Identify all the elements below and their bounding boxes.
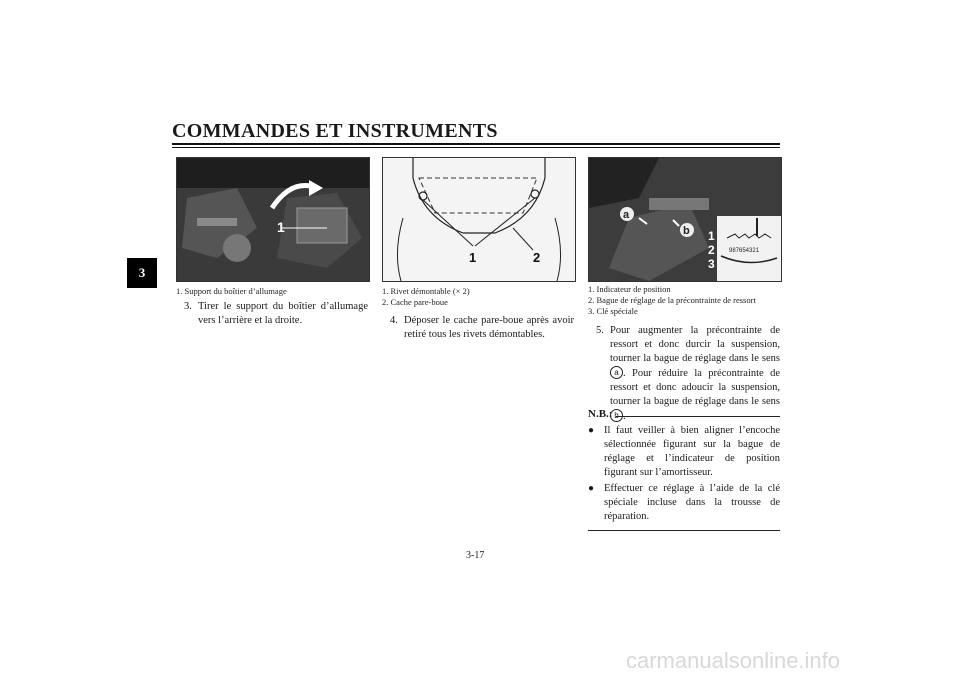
adjuster-scale: 987654321 xyxy=(729,248,760,254)
step-4-number: 4. xyxy=(390,315,398,326)
caption-position-indicator: 1. Indicateur de position xyxy=(588,284,671,294)
watermark: carmanualsonline.info xyxy=(626,648,841,673)
page-number: 3-17 xyxy=(466,550,485,561)
bullet-icon: ● xyxy=(588,425,595,436)
callout-1: 1 xyxy=(469,250,477,265)
title-rule xyxy=(172,143,780,145)
note-bottom-rule xyxy=(588,530,780,531)
mudguard-diagram xyxy=(382,157,576,282)
caption-mudguard: 2. Cache pare-boue xyxy=(382,297,448,307)
step-4-text: Déposer le cache pare-boue après avoir retiré tous les rivets démontables. xyxy=(404,315,574,340)
note-item-text: Il faut veiller à bien aligner l’encoche sélectionnée figurant sur la bague de réglage et l’indicateur de position figurant sur l’amortisseur. xyxy=(604,425,780,478)
step-3-text: Tirer le support du boîtier d’allumage vers l’arrière et la droite. xyxy=(198,301,368,326)
step-3-number: 3. xyxy=(184,301,192,312)
section-tab: 3 xyxy=(127,258,157,288)
callout-1: 1 xyxy=(277,219,285,235)
caption-special-wrench: 3. Clé spéciale xyxy=(588,306,638,316)
step-4 xyxy=(390,314,574,342)
callout-3: 3 xyxy=(708,257,715,271)
ignition-support-photo xyxy=(176,157,370,282)
note-label: N.B.: xyxy=(588,408,613,420)
figure3-captions xyxy=(588,284,788,317)
page-title: COMMANDES ET INSTRUMENTS xyxy=(172,120,498,142)
note-item xyxy=(588,482,780,524)
figure1-captions xyxy=(176,286,376,297)
step-3 xyxy=(184,300,368,328)
step-5-number: 5. xyxy=(596,325,604,336)
direction-a-symbol: a xyxy=(610,366,623,379)
step-5-text-3: . xyxy=(623,411,626,422)
step-5-text-2: . Pour réduire la précontrainte de ressort et donc adoucir la suspension, tourner la bague de réglage dans le sens xyxy=(610,368,780,407)
caption-ignition-support: 1. Support du boîtier d’allumage xyxy=(176,286,287,296)
note-item xyxy=(588,424,780,480)
callout-2: 2 xyxy=(708,243,715,257)
callout-a: a xyxy=(623,209,630,221)
callout-1: 1 xyxy=(708,229,715,243)
bullet-icon: ● xyxy=(588,483,595,494)
callout-b: b xyxy=(683,225,690,237)
step-5-text-1: Pour augmenter la précontrainte de ressort et donc durcir la suspension, tourner la bague de réglage dans le sens xyxy=(610,325,780,364)
callout-2: 2 xyxy=(533,250,541,265)
note-box xyxy=(588,408,780,531)
caption-rivet: 1. Rivet démontable (× 2) xyxy=(382,286,470,296)
figure2-captions xyxy=(382,286,582,308)
direction-b-symbol: b xyxy=(610,409,623,422)
note-item-text: Effectuer ce réglage à l’aide de la clé spéciale incluse dans la trousse de réparation. xyxy=(604,483,780,522)
note-top-rule xyxy=(616,416,780,417)
caption-adjusting-ring: 2. Bague de réglage de la précontrainte de ressort xyxy=(588,295,756,305)
title-rule-thin xyxy=(172,147,780,148)
suspension-adjust-photo xyxy=(588,157,782,282)
